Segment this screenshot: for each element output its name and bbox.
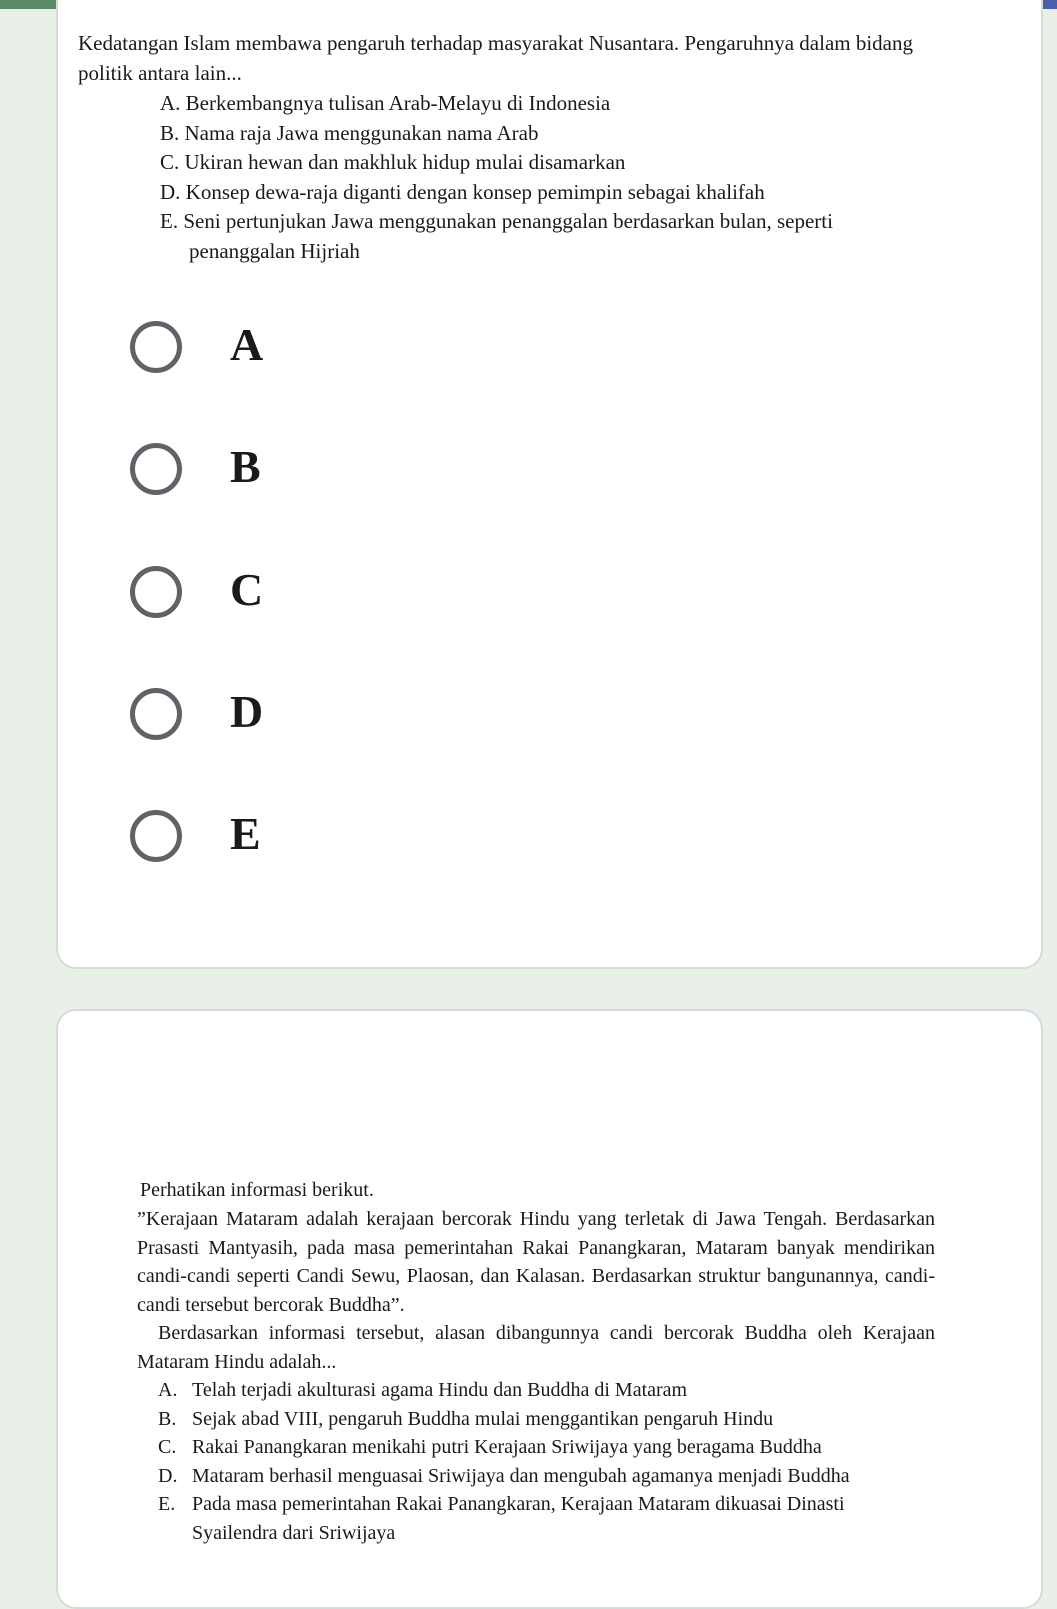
radio-circle-icon[interactable] <box>130 321 182 373</box>
radio-circle-icon[interactable] <box>130 810 182 862</box>
choice-c[interactable] <box>130 566 430 628</box>
choice-e-label: E <box>230 808 261 859</box>
radio-circle-icon[interactable] <box>130 443 182 495</box>
question-2-option-list <box>158 1376 948 1547</box>
question-1-option-b: B. Nama raja Jawa menggunakan nama Arab <box>160 120 539 145</box>
question-1-option-a: A. Berkembangnya tulisan Arab-Melayu di Indonesia <box>160 91 611 115</box>
question-1-option-d: D. Konsep dewa-raja diganti dengan konsep pemimpin sebagai khalifah <box>160 179 765 204</box>
choice-c-label: C <box>230 564 264 615</box>
choice-b-label: B <box>230 441 261 492</box>
choice-e[interactable] <box>130 810 430 872</box>
question-2-prompt: Berdasarkan informasi tersebut, alasan dibangunnya candi bercorak Buddha oleh Kerajaan Mataram Hindu adalah... <box>137 1322 935 1373</box>
question-2-option-d: D. Mataram berhasil menguasai Sriwijaya dan mengubah agamanya menjadi Buddha <box>158 1464 850 1487</box>
question-1-stem: Kedatangan Islam membawa pengaruh terhadap masyarakat Nusantara. Pengaruhnya dalam bidang politik antara lain... <box>78 31 914 85</box>
choice-d[interactable] <box>130 688 430 750</box>
question-1-option-e-continuation: penanggalan Hijriah <box>189 238 360 263</box>
question-2-quote: ”Kerajaan Mataram adalah kerajaan bercorak Hindu yang terletak di Jawa Tengah. Berdasarkan Prasasti Mantyasih, pada masa pemerintahan Rakai Panangkaran, Mataram banyak mendirikan candi-candi seperti Candi Sewu, Plaosan, dan Kalasan. Berdasarkan struktur bangunannya, candi-candi tersebut bercorak Buddha”. <box>137 1208 935 1316</box>
choice-a-label: A <box>230 319 264 370</box>
question-2-intro: Perhatikan informasi berikut. <box>140 1179 374 1201</box>
question-1-option-list <box>160 89 960 266</box>
choice-b[interactable] <box>130 443 430 505</box>
question-2-option-e: E. Pada masa pemerintahan Rakai Panangkaran, Kerajaan Mataram dikuasai Dinasti Syailendra dari Sriwijaya <box>158 1493 845 1544</box>
choice-d-label: D <box>230 686 264 737</box>
radio-circle-icon[interactable] <box>130 688 182 740</box>
question-2-option-c: C. Rakai Panangkaran menikahi putri Kerajaan Sriwijaya yang beragama Buddha <box>158 1436 822 1458</box>
choice-a[interactable] <box>130 321 430 383</box>
question-1-option-e: E. Seni pertunjukan Jawa menggunakan penanggalan berdasarkan bulan, seperti penanggalan Hijriah <box>160 207 960 266</box>
question-1-option-c: C. Ukiran hewan dan makhluk hidup mulai disamarkan <box>160 150 626 174</box>
radio-circle-icon[interactable] <box>130 566 182 618</box>
question-2-option-a: A. Telah terjadi akulturasi agama Hindu dan Buddha di Mataram <box>158 1379 688 1401</box>
question-2-option-b: B. Sejak abad VIII, pengaruh Buddha mulai menggantikan pengaruh Hindu <box>158 1407 774 1430</box>
